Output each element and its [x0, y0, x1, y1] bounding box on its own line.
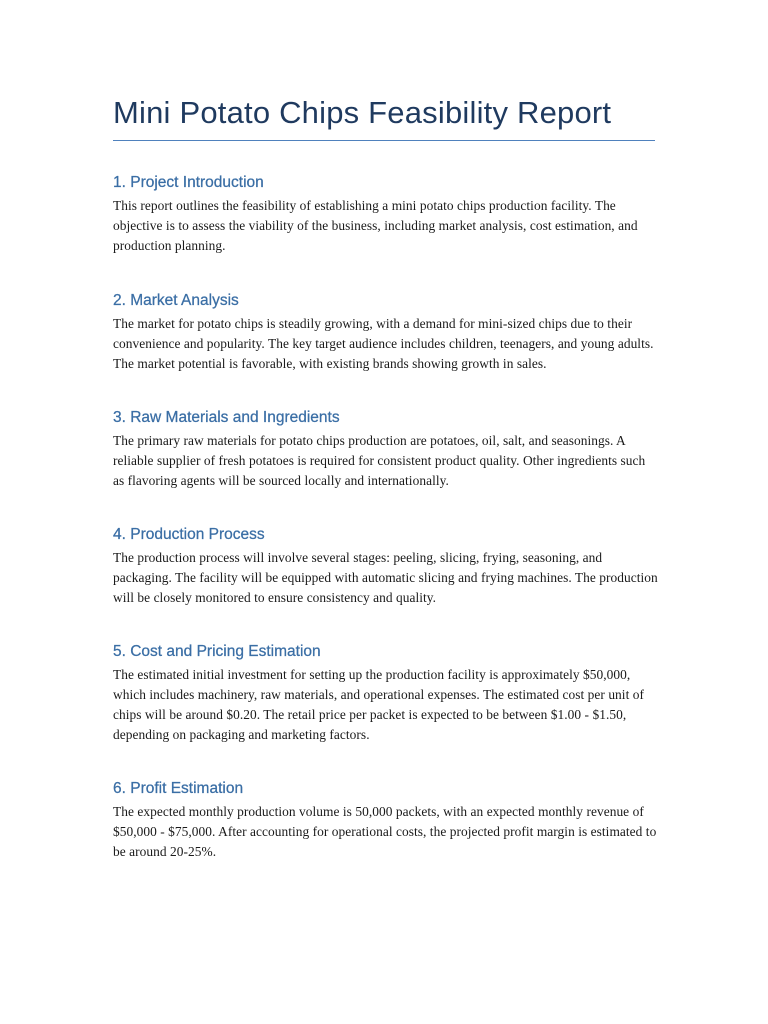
section-market-analysis: [113, 291, 658, 374]
section-heading: 3. Raw Materials and Ingredients: [113, 409, 340, 426]
section-heading: 6. Profit Estimation: [113, 780, 244, 797]
section-body: The expected monthly production volume is 50,000 packets, with an expected monthly revenue of $50,000 - $75,000. After accounting for operational costs, the projected profit margin is estimated to be around 20-25%.: [113, 804, 657, 859]
section-heading: 4. Production Process: [113, 526, 265, 543]
section-heading: 1. Project Introduction: [113, 174, 264, 191]
title-underline: [113, 140, 655, 141]
document-title: Mini Potato Chips Feasibility Report: [113, 95, 612, 130]
section-body: The production process will involve several stages: peeling, slicing, frying, seasoning, and packaging. The facility will be equipped with automatic slicing and frying machines. The production will be closely monitored to ensure consistency and quality.: [113, 550, 658, 605]
section-project-introduction: [113, 173, 658, 256]
section-production-process: [113, 525, 658, 608]
section-body: The estimated initial investment for setting up the production facility is approximately $50,000, which includes machinery, raw materials, and operational expenses. The estimated cost per unit of chips will be around $0.20. The retail price per packet is expected to be between $1.00 - $1.50, depending on packaging and marketing factors.: [113, 667, 644, 742]
section-cost-pricing: [113, 642, 658, 745]
section-raw-materials: [113, 408, 658, 491]
document-page: [113, 94, 658, 862]
section-profit-estimation: [113, 779, 658, 862]
section-body: The market for potato chips is steadily growing, with a demand for mini-sized chips due to their convenience and popularity. The key target audience includes children, teenagers, and young adults. The market potential is favorable, with existing brands showing growth in sales.: [113, 316, 654, 371]
section-heading: 2. Market Analysis: [113, 292, 239, 309]
section-body: The primary raw materials for potato chips production are potatoes, oil, salt, and seasonings. A reliable supplier of fresh potatoes is required for consistent product quality. Other ingredients such as flavoring agents will be sourced locally and internationally.: [113, 433, 646, 488]
section-heading: 5. Cost and Pricing Estimation: [113, 643, 321, 660]
section-body: This report outlines the feasibility of establishing a mini potato chips production facility. The objective is to assess the viability of the business, including market analysis, cost estimation, and production planning.: [113, 198, 638, 253]
